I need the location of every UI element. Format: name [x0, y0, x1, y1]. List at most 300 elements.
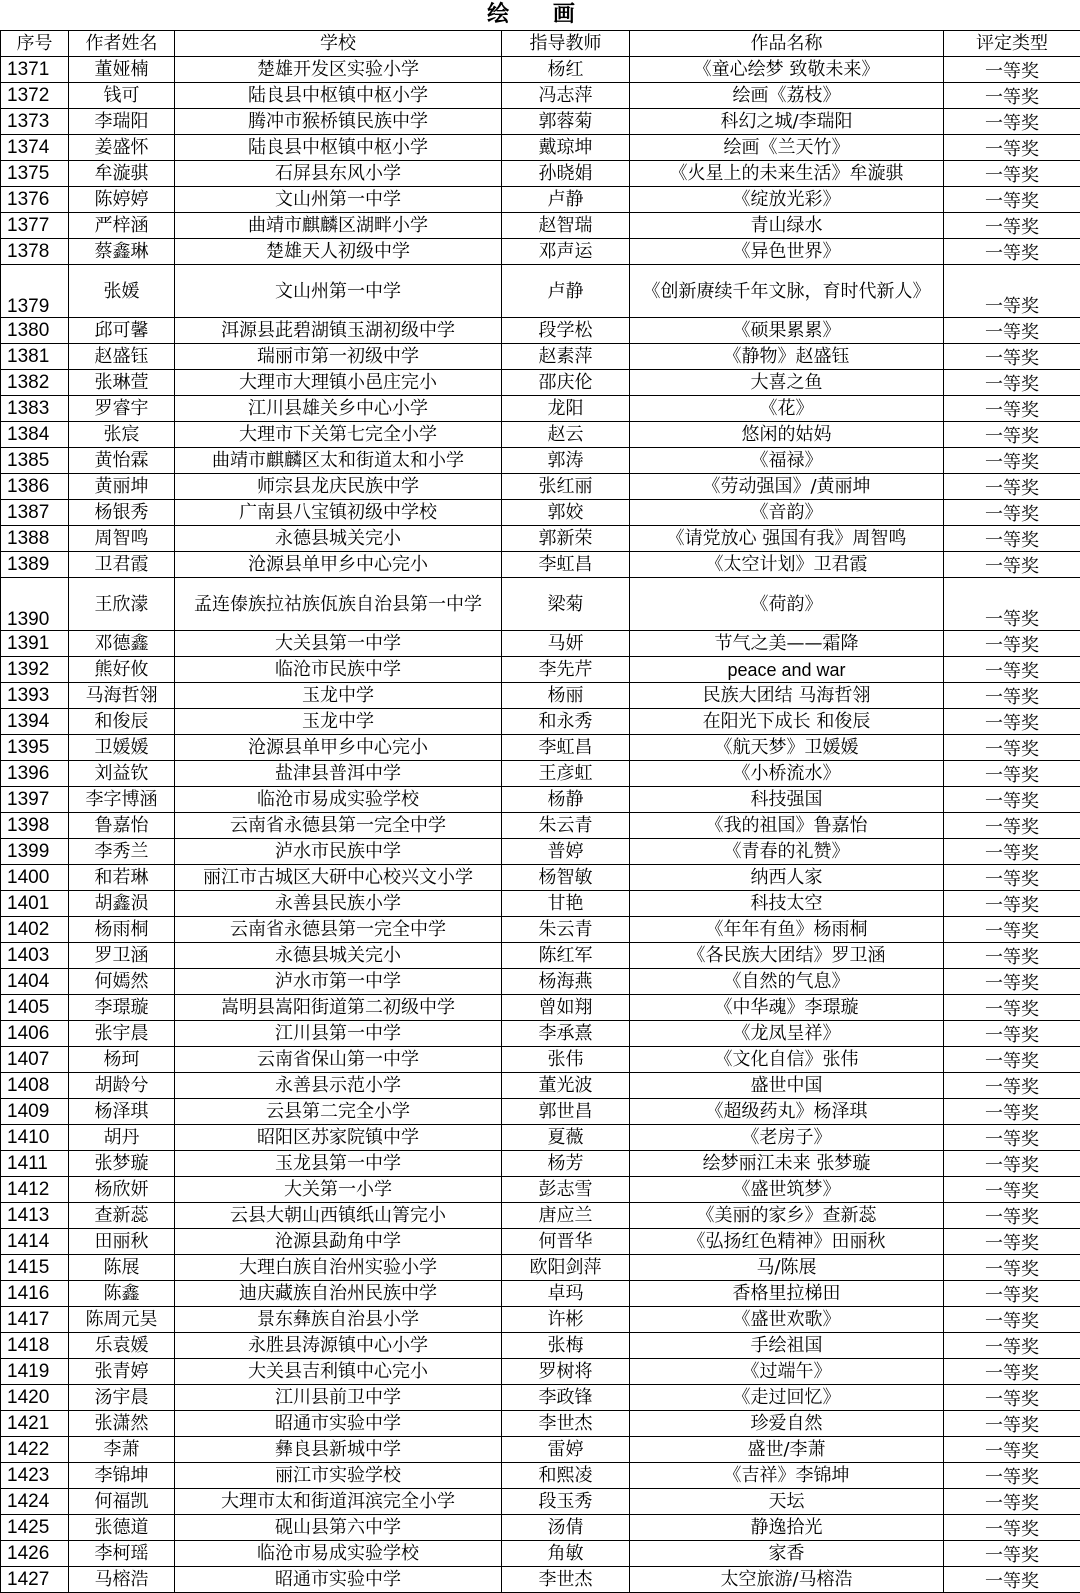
- awards-table: [0, 30, 1080, 1593]
- cell-work: 《盛世欢歌》: [630, 1307, 944, 1333]
- cell-teacher: 赵素萍: [502, 344, 630, 370]
- table-row: [1, 1125, 1080, 1151]
- cell-author: 陈展: [69, 1255, 175, 1281]
- table-row: [1, 1281, 1080, 1307]
- cell-work: 《文化自信》张伟: [630, 1047, 944, 1073]
- cell-award: 一等奖: [944, 187, 1080, 213]
- cell-author: 黄怡霖: [69, 448, 175, 474]
- cell-award: 一等奖: [944, 1437, 1080, 1463]
- table-row: [1, 1359, 1080, 1385]
- cell-author: 蔡鑫琳: [69, 239, 175, 265]
- cell-seq: 1406: [1, 1021, 69, 1047]
- cell-teacher: 邓声运: [502, 239, 630, 265]
- cell-award: 一等奖: [944, 1307, 1080, 1333]
- table-row: [1, 1021, 1080, 1047]
- cell-work: 纳西人家: [630, 865, 944, 891]
- cell-seq: 1380: [1, 318, 69, 344]
- header-teacher: 指导教师: [502, 31, 630, 57]
- cell-author: 严梓涵: [69, 213, 175, 239]
- cell-school: 陆良县中枢镇中枢小学: [175, 83, 502, 109]
- cell-school: 广南县八宝镇初级中学校: [175, 500, 502, 526]
- cell-work: 《小桥流水》: [630, 761, 944, 787]
- cell-teacher: 卢静: [502, 187, 630, 213]
- cell-award: 一等奖: [944, 761, 1080, 787]
- cell-author: 张宇晨: [69, 1021, 175, 1047]
- cell-seq: 1376: [1, 187, 69, 213]
- cell-school: 云南省永德县第一完全中学: [175, 917, 502, 943]
- cell-author: 卫媛媛: [69, 735, 175, 761]
- cell-award: 一等奖: [944, 865, 1080, 891]
- table-row: [1, 213, 1080, 239]
- cell-author: 和俊辰: [69, 709, 175, 735]
- cell-seq: 1414: [1, 1229, 69, 1255]
- cell-seq: 1402: [1, 917, 69, 943]
- cell-award: 一等奖: [944, 1333, 1080, 1359]
- cell-work: 绘梦丽江未来 张梦璇: [630, 1151, 944, 1177]
- table-row: [1, 578, 1080, 631]
- cell-work: 《福禄》: [630, 448, 944, 474]
- cell-author: 李秀兰: [69, 839, 175, 865]
- cell-award: 一等奖: [944, 239, 1080, 265]
- cell-award: 一等奖: [944, 969, 1080, 995]
- cell-author: 李字博涵: [69, 787, 175, 813]
- header-school: 学校: [175, 31, 502, 57]
- cell-teacher: 李先芹: [502, 657, 630, 683]
- cell-teacher: 唐应兰: [502, 1203, 630, 1229]
- cell-seq: 1386: [1, 474, 69, 500]
- table-row: [1, 318, 1080, 344]
- cell-school: 景东彝族自治县小学: [175, 1307, 502, 1333]
- cell-work: 珍爱自然: [630, 1411, 944, 1437]
- cell-author: 杨珂: [69, 1047, 175, 1073]
- cell-work: 《硕果累累》: [630, 318, 944, 344]
- cell-author: 李璟璇: [69, 995, 175, 1021]
- table-row: [1, 83, 1080, 109]
- cell-award: 一等奖: [944, 891, 1080, 917]
- cell-seq: 1371: [1, 57, 69, 83]
- cell-work: 家香: [630, 1541, 944, 1567]
- table-row: [1, 787, 1080, 813]
- table-row: [1, 1307, 1080, 1333]
- cell-teacher: 李世杰: [502, 1411, 630, 1437]
- cell-award: 一等奖: [944, 161, 1080, 187]
- cell-seq: 1415: [1, 1255, 69, 1281]
- cell-award: 一等奖: [944, 787, 1080, 813]
- cell-school: 孟连傣族拉祜族佤族自治县第一中学: [175, 578, 502, 631]
- cell-seq: 1421: [1, 1411, 69, 1437]
- cell-work: 绘画《兰天竹》: [630, 135, 944, 161]
- cell-author: 李柯瑶: [69, 1541, 175, 1567]
- cell-work: 《荷韵》: [630, 578, 944, 631]
- table-row: [1, 526, 1080, 552]
- table-row: [1, 1489, 1080, 1515]
- cell-school: 昭通市实验中学: [175, 1411, 502, 1437]
- cell-school: 彝良县新城中学: [175, 1437, 502, 1463]
- cell-teacher: 李世杰: [502, 1567, 630, 1593]
- cell-seq: 1392: [1, 657, 69, 683]
- cell-author: 胡龄兮: [69, 1073, 175, 1099]
- cell-seq: 1375: [1, 161, 69, 187]
- cell-school: 洱源县茈碧湖镇玉湖初级中学: [175, 318, 502, 344]
- table-row: [1, 1333, 1080, 1359]
- cell-award: 一等奖: [944, 1255, 1080, 1281]
- cell-author: 刘益钦: [69, 761, 175, 787]
- cell-seq: 1384: [1, 422, 69, 448]
- cell-author: 鲁嘉怡: [69, 813, 175, 839]
- cell-author: 张德道: [69, 1515, 175, 1541]
- cell-work: 《超级药丸》杨泽琪: [630, 1099, 944, 1125]
- cell-award: 一等奖: [944, 917, 1080, 943]
- cell-seq: 1412: [1, 1177, 69, 1203]
- cell-seq: 1416: [1, 1281, 69, 1307]
- cell-award: 一等奖: [944, 839, 1080, 865]
- cell-author: 李萧: [69, 1437, 175, 1463]
- cell-author: 钱可: [69, 83, 175, 109]
- cell-seq: 1377: [1, 213, 69, 239]
- cell-author: 罗睿宇: [69, 396, 175, 422]
- cell-teacher: 和永秀: [502, 709, 630, 735]
- cell-teacher: 李承熹: [502, 1021, 630, 1047]
- table-row: [1, 1255, 1080, 1281]
- cell-award: 一等奖: [944, 1047, 1080, 1073]
- table-row: [1, 1229, 1080, 1255]
- cell-award: 一等奖: [944, 1281, 1080, 1307]
- cell-seq: 1391: [1, 631, 69, 657]
- cell-author: 陈周元昊: [69, 1307, 175, 1333]
- cell-author: 陈婷婷: [69, 187, 175, 213]
- cell-teacher: 角敏: [502, 1541, 630, 1567]
- cell-school: 文山州第一中学: [175, 265, 502, 318]
- header-work: 作品名称: [630, 31, 944, 57]
- cell-work: 《童心绘梦 致敬未来》: [630, 57, 944, 83]
- cell-seq: 1427: [1, 1567, 69, 1593]
- cell-seq: 1399: [1, 839, 69, 865]
- cell-work: 《火星上的未来生活》牟漩骐: [630, 161, 944, 187]
- cell-work: 《中华魂》李璟璇: [630, 995, 944, 1021]
- cell-award: 一等奖: [944, 1229, 1080, 1255]
- cell-teacher: 李虹昌: [502, 552, 630, 578]
- cell-author: 卫君霞: [69, 552, 175, 578]
- cell-school: 昭通市实验中学: [175, 1567, 502, 1593]
- cell-work: 《劳动强国》/黄丽坤: [630, 474, 944, 500]
- cell-teacher: 赵智瑞: [502, 213, 630, 239]
- cell-work: 《盛世筑梦》: [630, 1177, 944, 1203]
- cell-award: 一等奖: [944, 213, 1080, 239]
- cell-award: 一等奖: [944, 1489, 1080, 1515]
- cell-author: 张宸: [69, 422, 175, 448]
- cell-work: 大喜之鱼: [630, 370, 944, 396]
- cell-school: 盐津县普洱中学: [175, 761, 502, 787]
- table-row: [1, 657, 1080, 683]
- cell-author: 邓德鑫: [69, 631, 175, 657]
- cell-teacher: 陈红军: [502, 943, 630, 969]
- cell-school: 陆良县中枢镇中枢小学: [175, 135, 502, 161]
- cell-school: 沧源县单甲乡中心完小: [175, 735, 502, 761]
- cell-school: 腾冲市猴桥镇民族中学: [175, 109, 502, 135]
- cell-author: 周智鸣: [69, 526, 175, 552]
- cell-seq: 1417: [1, 1307, 69, 1333]
- cell-teacher: 龙阳: [502, 396, 630, 422]
- table-row: [1, 344, 1080, 370]
- cell-school: 永德县城关完小: [175, 943, 502, 969]
- cell-teacher: 彭志雪: [502, 1177, 630, 1203]
- cell-work: 青山绿水: [630, 213, 944, 239]
- cell-work: 《太空计划》卫君霞: [630, 552, 944, 578]
- cell-author: 胡鑫涢: [69, 891, 175, 917]
- cell-work: 手绘祖国: [630, 1333, 944, 1359]
- cell-award: 一等奖: [944, 631, 1080, 657]
- cell-school: 迪庆藏族自治州民族中学: [175, 1281, 502, 1307]
- cell-award: 一等奖: [944, 657, 1080, 683]
- cell-author: 马榕浩: [69, 1567, 175, 1593]
- cell-teacher: 夏薇: [502, 1125, 630, 1151]
- header-seq: 序号: [1, 31, 69, 57]
- cell-award: 一等奖: [944, 370, 1080, 396]
- cell-work: 太空旅游/马榕浩: [630, 1567, 944, 1593]
- cell-author: 邱可馨: [69, 318, 175, 344]
- cell-seq: 1401: [1, 891, 69, 917]
- cell-school: 瑞丽市第一初级中学: [175, 344, 502, 370]
- cell-award: 一等奖: [944, 1125, 1080, 1151]
- cell-work: 《美丽的家乡》查新蕊: [630, 1203, 944, 1229]
- cell-seq: 1409: [1, 1099, 69, 1125]
- cell-seq: 1390: [1, 578, 69, 631]
- cell-seq: 1403: [1, 943, 69, 969]
- table-row: [1, 631, 1080, 657]
- cell-seq: 1381: [1, 344, 69, 370]
- cell-award: 一等奖: [944, 578, 1080, 631]
- cell-work: 《我的祖国》鲁嘉怡: [630, 813, 944, 839]
- cell-teacher: 许彬: [502, 1307, 630, 1333]
- cell-work: 《静物》赵盛钰: [630, 344, 944, 370]
- cell-award: 一等奖: [944, 1073, 1080, 1099]
- cell-school: 云南省永德县第一完全中学: [175, 813, 502, 839]
- cell-author: 张媛: [69, 265, 175, 318]
- cell-school: 大关县吉利镇中心完小: [175, 1359, 502, 1385]
- cell-author: 王欣濛: [69, 578, 175, 631]
- cell-school: 江川县雄关乡中心小学: [175, 396, 502, 422]
- cell-award: 一等奖: [944, 1463, 1080, 1489]
- cell-school: 云南省保山第一中学: [175, 1047, 502, 1073]
- table-body: [1, 57, 1080, 1593]
- cell-work: 科幻之城/李瑞阳: [630, 109, 944, 135]
- cell-teacher: 李虹昌: [502, 735, 630, 761]
- table-row: [1, 396, 1080, 422]
- cell-school: 砚山县第六中学: [175, 1515, 502, 1541]
- cell-school: 大关第一小学: [175, 1177, 502, 1203]
- cell-award: 一等奖: [944, 448, 1080, 474]
- cell-seq: 1420: [1, 1385, 69, 1411]
- cell-work: 节气之美——霜降: [630, 631, 944, 657]
- cell-award: 一等奖: [944, 1203, 1080, 1229]
- header-award: 评定类型: [944, 31, 1080, 57]
- table-row: [1, 683, 1080, 709]
- cell-seq: 1373: [1, 109, 69, 135]
- cell-award: 一等奖: [944, 526, 1080, 552]
- cell-teacher: 雷婷: [502, 1437, 630, 1463]
- cell-seq: 1422: [1, 1437, 69, 1463]
- cell-author: 乐袁媛: [69, 1333, 175, 1359]
- cell-seq: 1389: [1, 552, 69, 578]
- cell-seq: 1425: [1, 1515, 69, 1541]
- cell-seq: 1396: [1, 761, 69, 787]
- cell-author: 田丽秋: [69, 1229, 175, 1255]
- cell-seq: 1407: [1, 1047, 69, 1073]
- cell-award: 一等奖: [944, 474, 1080, 500]
- cell-author: 姜盛怀: [69, 135, 175, 161]
- cell-seq: 1388: [1, 526, 69, 552]
- cell-work: 悠闲的姑妈: [630, 422, 944, 448]
- cell-teacher: 邵庆伦: [502, 370, 630, 396]
- cell-teacher: 段学松: [502, 318, 630, 344]
- cell-school: 大理市大理镇小邑庄完小: [175, 370, 502, 396]
- cell-work: 《吉祥》李锦坤: [630, 1463, 944, 1489]
- cell-award: 一等奖: [944, 318, 1080, 344]
- cell-teacher: 李政锋: [502, 1385, 630, 1411]
- table-row: [1, 1385, 1080, 1411]
- cell-teacher: 张红丽: [502, 474, 630, 500]
- cell-teacher: 孙晓娟: [502, 161, 630, 187]
- cell-award: 一等奖: [944, 1567, 1080, 1593]
- cell-seq: 1379: [1, 265, 69, 318]
- table-row: [1, 917, 1080, 943]
- cell-seq: 1419: [1, 1359, 69, 1385]
- table-row: [1, 1203, 1080, 1229]
- cell-school: 楚雄开发区实验小学: [175, 57, 502, 83]
- table-row: [1, 709, 1080, 735]
- cell-school: 永善县示范小学: [175, 1073, 502, 1099]
- cell-seq: 1423: [1, 1463, 69, 1489]
- cell-seq: 1418: [1, 1333, 69, 1359]
- cell-award: 一等奖: [944, 1411, 1080, 1437]
- cell-award: 一等奖: [944, 422, 1080, 448]
- cell-school: 临沧市易成实验学校: [175, 787, 502, 813]
- cell-school: 昭阳区苏家院镇中学: [175, 1125, 502, 1151]
- cell-seq: 1383: [1, 396, 69, 422]
- cell-teacher: 段玉秀: [502, 1489, 630, 1515]
- cell-author: 何嫣然: [69, 969, 175, 995]
- cell-school: 大关县第一中学: [175, 631, 502, 657]
- cell-school: 大理市下关第七完全小学: [175, 422, 502, 448]
- cell-school: 玉龙县第一中学: [175, 1151, 502, 1177]
- cell-teacher: 杨红: [502, 57, 630, 83]
- cell-teacher: 朱云青: [502, 917, 630, 943]
- cell-award: 一等奖: [944, 552, 1080, 578]
- cell-teacher: 普婷: [502, 839, 630, 865]
- cell-work: 绘画《荔枝》: [630, 83, 944, 109]
- cell-school: 丽江市古城区大研中心校兴文小学: [175, 865, 502, 891]
- table-row: [1, 187, 1080, 213]
- table-row: [1, 109, 1080, 135]
- cell-award: 一等奖: [944, 500, 1080, 526]
- cell-award: 一等奖: [944, 1177, 1080, 1203]
- table-row: [1, 448, 1080, 474]
- cell-teacher: 郭世昌: [502, 1099, 630, 1125]
- cell-teacher: 戴琼坤: [502, 135, 630, 161]
- cell-award: 一等奖: [944, 57, 1080, 83]
- table-row: [1, 813, 1080, 839]
- cell-work: 《老房子》: [630, 1125, 944, 1151]
- cell-author: 黄丽坤: [69, 474, 175, 500]
- cell-seq: 1385: [1, 448, 69, 474]
- cell-teacher: 赵云: [502, 422, 630, 448]
- cell-teacher: 郭涛: [502, 448, 630, 474]
- cell-award: 一等奖: [944, 995, 1080, 1021]
- cell-work: 在阳光下成长 和俊辰: [630, 709, 944, 735]
- table-row: [1, 1099, 1080, 1125]
- cell-author: 李瑞阳: [69, 109, 175, 135]
- cell-author: 赵盛钰: [69, 344, 175, 370]
- cell-seq: 1374: [1, 135, 69, 161]
- cell-teacher: 杨智敏: [502, 865, 630, 891]
- cell-teacher: 卓玛: [502, 1281, 630, 1307]
- cell-author: 汤宇晨: [69, 1385, 175, 1411]
- cell-school: 永善县民族小学: [175, 891, 502, 917]
- cell-award: 一等奖: [944, 735, 1080, 761]
- table-header-row: [1, 31, 1080, 57]
- cell-school: 玉龙中学: [175, 709, 502, 735]
- cell-author: 杨欣妍: [69, 1177, 175, 1203]
- cell-school: 曲靖市麒麟区太和街道太和小学: [175, 448, 502, 474]
- table-row: [1, 1567, 1080, 1593]
- cell-work: 民族大团结 马海哲翎: [630, 683, 944, 709]
- cell-work: 《青春的礼赞》: [630, 839, 944, 865]
- cell-work: peace and war: [630, 657, 944, 683]
- cell-school: 曲靖市麒麟区湖畔小学: [175, 213, 502, 239]
- cell-teacher: 汤倩: [502, 1515, 630, 1541]
- cell-author: 张潇然: [69, 1411, 175, 1437]
- table-row: [1, 969, 1080, 995]
- cell-school: 沧源县勐角中学: [175, 1229, 502, 1255]
- cell-award: 一等奖: [944, 683, 1080, 709]
- cell-teacher: 杨丽: [502, 683, 630, 709]
- cell-award: 一等奖: [944, 1359, 1080, 1385]
- cell-author: 张梦璇: [69, 1151, 175, 1177]
- cell-author: 杨泽琪: [69, 1099, 175, 1125]
- cell-work: 盛世中国: [630, 1073, 944, 1099]
- table-row: [1, 370, 1080, 396]
- table-row: [1, 474, 1080, 500]
- table-row: [1, 500, 1080, 526]
- table-row: [1, 422, 1080, 448]
- cell-teacher: 董光波: [502, 1073, 630, 1099]
- table-row: [1, 265, 1080, 318]
- cell-award: 一等奖: [944, 709, 1080, 735]
- cell-work: 《弘扬红色精神》田丽秋: [630, 1229, 944, 1255]
- cell-teacher: 冯志萍: [502, 83, 630, 109]
- cell-author: 陈鑫: [69, 1281, 175, 1307]
- table-row: [1, 1411, 1080, 1437]
- cell-school: 楚雄天人初级中学: [175, 239, 502, 265]
- cell-school: 玉龙中学: [175, 683, 502, 709]
- cell-author: 和若琳: [69, 865, 175, 891]
- cell-school: 永德县城关完小: [175, 526, 502, 552]
- cell-seq: 1426: [1, 1541, 69, 1567]
- cell-author: 熊好攸: [69, 657, 175, 683]
- cell-teacher: 甘艳: [502, 891, 630, 917]
- cell-award: 一等奖: [944, 1541, 1080, 1567]
- cell-author: 马海哲翎: [69, 683, 175, 709]
- cell-author: 杨银秀: [69, 500, 175, 526]
- cell-school: 文山州第一中学: [175, 187, 502, 213]
- cell-school: 师宗县龙庆民族中学: [175, 474, 502, 500]
- table-row: [1, 891, 1080, 917]
- cell-work: 静逸拾光: [630, 1515, 944, 1541]
- table-row: [1, 57, 1080, 83]
- cell-seq: 1394: [1, 709, 69, 735]
- cell-teacher: 和熙凌: [502, 1463, 630, 1489]
- cell-seq: 1405: [1, 995, 69, 1021]
